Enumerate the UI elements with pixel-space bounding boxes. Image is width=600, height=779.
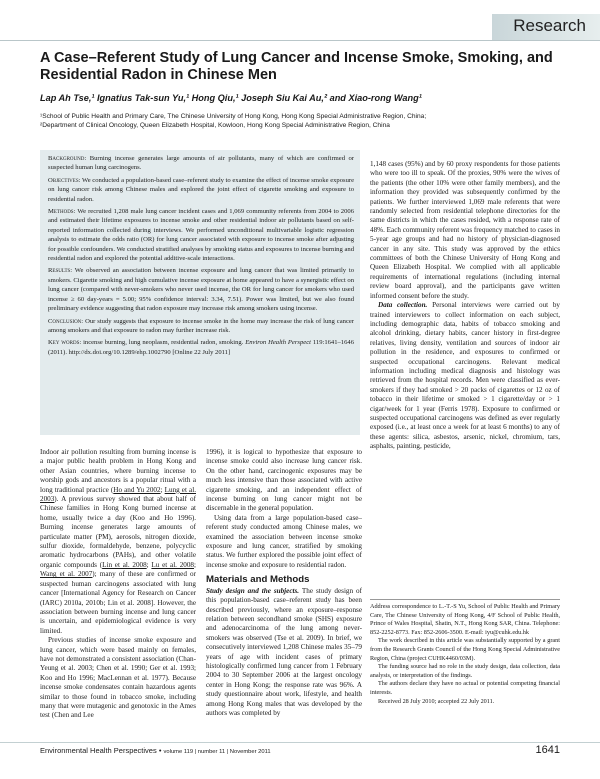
intro-paragraph-2: Previous studies of incense smoke exposure and lung cancer, which were based mainly on females, have not demonstrated a consistent association (Chan-Yeung et al. 2003; Chen et al. 1990; Ger et al. 1993; Koo and Ho 1996; MacLennan et al. 1977). Because incense smoke condensates contain hazardous agents similar to those found in tobacco smoke, including many that were mutagenic and genotoxic in the Ames test (Chen and Lee — [40, 636, 196, 720]
footnote-support: The work described in this article was substantially supported by a grant from the Research Grants Council of the Hong Kong Special Administrative Region, China (project CUHK4460/03M). — [370, 637, 560, 662]
abstract-label: Key words: — [48, 339, 82, 347]
abstract-results: Results: We observed an association between incense exposure and lung cancer that was limited primarily to smokers. Cigarette smoking and high cumulative incense exposure at home appeared to have a synergistic effect on lung cancer (compared with never-smokers who never used incense, the OR for lung cancer for smokers who used incense ≥ 60 day-years = 5.00; 95% confidence interval: 3.34, 7.51). Power was limited, but we also found preliminary evidence suggesting that radon exposure may increase risk among smokers using incense. — [48, 267, 354, 313]
abstract-methods: Methods: We recruited 1,208 male lung cancer incident cases and 1,069 community referents from 2004 to 2006 and estimated their lifetime exposures to incense smoke and other residential indoor air pollutants based on self-reported information collected during interviews. We performed unconditional multivariable logistic regression analysis to estimate the odds ratio (OR) for lung cancer associated with exposure to incense smoke after adjusting for possible confounders. We conducted stratified analyses by smoking status and exposures to incense burning and residential radon and explored the potential additive-scale interactions. — [48, 208, 354, 263]
journal-footer: Environmental Health Perspectives • volume 119 | number 11 | November 2011 — [40, 746, 271, 755]
abstract-background: Background: Burning incense generates large amounts of air pollutants, many of which are confirmed or suspected human lung carcinogens. — [48, 155, 354, 172]
intro-paragraph-3: 1996), it is logical to hypothesize that exposure to incense smoke could also increase lung cancer risk. On the other hand, carcinogenic exposures may be much less intensive than those associated with active cigarette smoking, and an independent effect of incense burning on lung cancer might not be discernable in the general population. — [206, 448, 362, 513]
affiliation-1: ¹School of Public Health and Primary Care, The Chinese University of Hong Kong, Hong Kong Special Administrative Region, China; — [40, 113, 427, 120]
abstract-label: Results: — [48, 267, 73, 275]
article-title: A Case–Referent Study of Lung Cancer and Incense Smoke, Smoking, and Residential Radon in Chinese Men — [40, 50, 553, 83]
abstract-objectives: Objectives: We conducted a population-based case–referent study to examine the effect of incense smoke exposure on lung cancer risk among Chinese males and explored the joint effect of cigarette smoking and exposure to residential radon. — [48, 176, 354, 203]
methods-paragraph-1: Study design and the subjects. The study design of this population-based case–referent study has been described previously, where an exposure–response relation between secondhand smoke (SHS) exposure and adenocarcinoma of the lung among never-smokers was observed (Tse et al. 2009). In brief, we consecutively interviewed 1,208 Chinese males 35–79 years of age with incident cases of primary histologically confirmed lung cancer from 1 February 2004 to 30 September 2006 at the largest oncology center in Hong Kong; the response rate was 96%. A study questionnaire about work, lifestyle, and health among Hong Kong males that was developed by the authors was completed by — [206, 586, 363, 717]
abstract-conclusion: Conclusion: Our study suggests that exposure to incense smoke in the home may increase the risk of lung cancer among smokers and that exposure to radon may further increase risk. — [48, 317, 354, 334]
footnote-rule — [370, 599, 560, 600]
author-list: Lap Ah Tse,¹ Ignatius Tak-sun Yu,¹ Hong Qiu,¹ Joseph Siu Kai Au,² and Xiao-rong Wang¹ — [40, 93, 422, 103]
journal-name: Environmental Health Perspectives — [40, 746, 157, 755]
citation-journal: Environ Health Perspect — [245, 339, 311, 347]
footnote-funding: The funding source had no role in the study design, data collection, data analysis, or interpretation of the findings. — [370, 663, 560, 679]
page-number: 1641 — [535, 744, 560, 756]
footnote-address: Address correspondence to L.-T.-S Yu, School of Public Health and Primary Care, The Chinese University of Hong Kong, 4/F School of Public Health, Prince of Wales Hospital, Shatin, N.T., Hong Kong SAR, China. Telephone: 852-2252-8773. Fax: 852-2606-3500. E-mail: iyu@cuhk.edu.hk — [370, 603, 560, 636]
abstract-text — [48, 154, 354, 360]
abstract-label: Methods: — [48, 208, 76, 216]
abstract-label: Conclusion: — [48, 317, 84, 325]
header-rule — [0, 40, 600, 41]
body-column-middle — [206, 448, 362, 718]
body-column-left — [40, 448, 196, 721]
methods-paragraph-3: Data collection. Personal interviews were carried out by trained interviewers to collect information on each subject, including demographic data, habits of tobacco smoking and alcohol drinking, dietary habits, cancer history in first-degree relatives, living density, ventilation and sources of indoor air pollution in the residence, and exposures to confirmed or suspected occupational carcinogens. Relevant medical information including medical diagnosis and histology was retrieved from the hospital records. Men were classified as ever-smokers if they had smoked > 20 packs of cigarettes or 12 oz of tobacco in their lifetime or smoked > 1 cigarette/day or > 1 cigar/week for 1 year (Ferris 1978). Exposure to confirmed or suspected occupational carcinogens was defined as ever regularly exposed (i.e., at least once a week for at least 6 months) to any of these agents: silica, asbestos, arsenic, nickel, chromium, tars, asphalts, painting, pesticide, — [370, 301, 560, 451]
abstract-label: Objectives: — [48, 176, 81, 184]
methods-paragraph-2: 1,148 cases (95%) and by 60 proxy respondents for those patients who were too ill to speak. Of the proxies, 90% were the wives of the patients (the other 10% were other family members), and the information they provided was subsequently confirmed by the patients. We further interviewed 1,069 male referents that were randomly selected from residential telephone directories for the same districts in which the cases resided, with a response rate of 48%. Each community referent was frequency matched to cases in 5-year age groups and had no history of physician-diagnosed cancer in any site. This study was approved by the ethics committees of both the Chinese University of Hong Kong and Queen Elizabeth Hospital. We complied with all applicable requirements of international regulations (including internal review board approval), and the participants gave written informed consent before the study. — [370, 160, 560, 300]
subheading: Data collection. — [378, 301, 428, 310]
intro-paragraph-1: Indoor air pollution resulting from burning incense is a major public health problem in Hong Kong and other Asian countries, where burning incense to worship gods and ancestors is a popular ritual with a long traditional practice (Ho and Yu 2002; Lung et al. 2003). A previous survey showed that about half of Chinese families in Hong Kong burned incense at home, usually twice a day (Koo and Ho 1996). Burning incense generates large amounts of particulate matter (PM), aerosols, nitrogen dioxide, sulfur dioxide, formaldehyde, benzene, polycyclic aromatic hydrocarbons (PAHs), and other volatile organic compounds (Lin et al. 2008; Lu et al. 2008; Wang et al. 2007); many of these are confirmed or suspected human carcinogens associated with lung cancer [International Agency for Research on Cancer (IARC) 2010a, 2010b; Lin et al. 2008]. However, the association between burning incense and lung cancer is uncertain, and epidemiological evidence is very limited. — [40, 448, 196, 635]
reference-link[interactable]: Lung et al. 2003 — [40, 485, 196, 504]
intro-paragraph-4: Using data from a large population-based case–referent study conducted among Chinese males, we examined the association between incense smoke exposure and lung cancer, stratified by smoking status. We further explored the possible joint effect of incense smoke and exposure to residential radon. — [206, 513, 362, 569]
abstract-label: Background: — [48, 155, 87, 162]
subheading: Study design and the subjects. — [206, 586, 300, 595]
section-heading: Materials and Methods — [206, 574, 310, 586]
reference-link[interactable]: Lin et al. 2008 — [102, 560, 147, 569]
footnote-dates: Received 28 July 2010; accepted 22 July 2011. — [378, 697, 495, 705]
section-label: Research — [513, 16, 586, 35]
reference-link[interactable]: Lu et al. 2008 — [151, 560, 194, 569]
footnote-competing: The authors declare they have no actual or potential competing financial interests. — [370, 680, 560, 696]
footer-rule — [0, 742, 600, 743]
citation: 119:1641–1646 (2011). http://dx.doi.org/10.1289/ehp.1002790 [Online 22 July 2011] — [48, 339, 354, 356]
abstract-keywords: Key words: incense burning, lung neoplasm, residential radon, smoking. Environ Health Perspect 119:1641–1646 (2011). http://dx.doi.org/10.1289/ehp.1002790 [Online 22 July 2011] — [48, 339, 354, 356]
issue-info: volume 119 | number 11 | November 2011 — [163, 749, 271, 755]
affiliation-2: ²Department of Clinical Oncology, Queen Elizabeth Hospital, Kowloon, Hong Kong Special Administrative Region, China — [40, 122, 390, 129]
reference-link[interactable]: Ho and Yu 2002 — [113, 485, 161, 494]
body-column-right — [370, 160, 560, 452]
footnotes — [370, 603, 560, 706]
reference-link[interactable]: Wang et al. 2007 — [40, 570, 93, 579]
